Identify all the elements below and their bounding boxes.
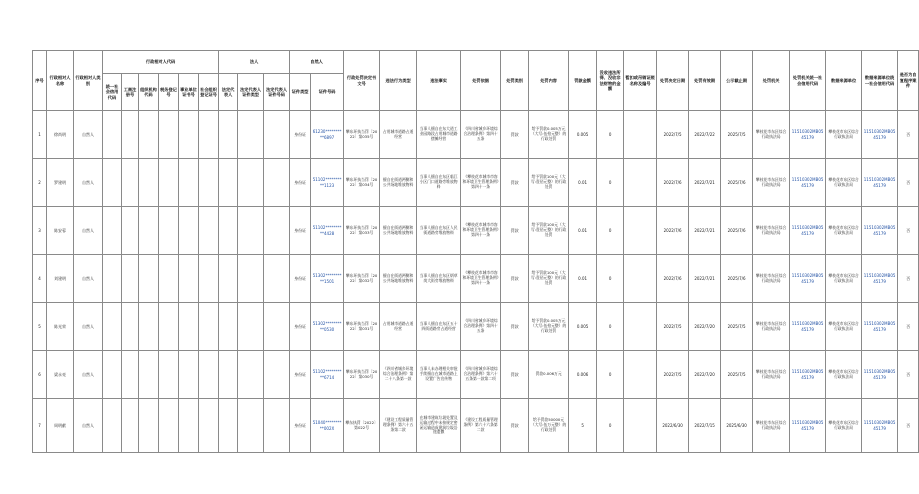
cell-legal-rep — [219, 255, 238, 303]
cell-social-org-cert-no — [199, 159, 219, 207]
cell-violation-facts: 当事人擅自在东区临江小区门口道路旁堆放物料 — [417, 159, 461, 207]
cell-legal-rep-id-no — [264, 399, 290, 453]
cell-institution-cert-no — [179, 303, 199, 351]
cell-business-reg-no — [122, 207, 139, 255]
cell-valid-until: 2022/7/15 — [689, 399, 721, 453]
header-legal-rep: 法定代表人 — [219, 74, 238, 111]
cell-credit-code — [103, 399, 122, 453]
cell-legal-rep-id-type — [238, 351, 264, 399]
cell-suspension — [624, 255, 657, 303]
cell-social-org-cert-no — [199, 351, 219, 399]
cell-penalty-content: 罚款0.006万元 — [529, 351, 569, 399]
cell-basis: 《攀枝花市城市市容和环境卫生管理条例》第四十一条 — [461, 207, 501, 255]
cell-penalty-type: 罚款 — [501, 159, 529, 207]
cell-violation-type: 《四川省城乡环境综合治理条例》第二十八条第一款 — [380, 351, 417, 399]
cell-credit-code — [103, 255, 122, 303]
cell-institution-cert-no — [179, 399, 199, 453]
cell-authority: 攀枝花市东区综合行政执法局 — [753, 303, 790, 351]
cell-penalty-content: 给予罚款0.005万元（大写:伍拾元整）的行政处罚 — [529, 111, 569, 159]
cell-party-category: 自然人 — [74, 303, 103, 351]
cell-confiscated: 0 — [597, 255, 624, 303]
cell-publicity-end: 2025/7/6 — [721, 207, 753, 255]
cell-publicity-end: 2025/7/5 — [721, 111, 753, 159]
cell-violation-type: 擅自在街道两侧和公共场地堆放物料 — [380, 207, 417, 255]
cell-publicity-end: 2025/7/5 — [721, 351, 753, 399]
cell-party-category: 自然人 — [74, 351, 103, 399]
cell-publicity-end: 2025/7/5 — [721, 303, 753, 351]
cell-party-name: 徐尚明 — [47, 111, 74, 159]
cell-seq: 4 — [33, 255, 47, 303]
cell-party-name: 陈安蓉 — [47, 207, 74, 255]
cell-id-no: 61230**********6897 — [311, 111, 344, 159]
cell-legal-rep-id-no — [264, 255, 290, 303]
header-decision-no: 行政处罚决定书文号 — [344, 51, 380, 111]
cell-data-source: 攀枝花市东区综合行政执法局 — [826, 351, 862, 399]
cell-org-code — [139, 399, 159, 453]
cell-valid-until: 2022/7/21 — [689, 207, 721, 255]
header-seq: 序号 — [33, 51, 47, 111]
header-source-code: 数据来源单位统一社会信用代码 — [862, 51, 898, 111]
cell-suspension — [624, 111, 657, 159]
cell-confiscated: 0 — [597, 111, 624, 159]
cell-confiscated: 0 — [597, 399, 624, 453]
penalty-table-container — [32, 50, 917, 453]
cell-legal-rep — [219, 303, 238, 351]
cell-credit-code — [103, 111, 122, 159]
table-row — [33, 303, 919, 351]
cell-source-code: 11510302MB0545179 — [862, 255, 898, 303]
cell-party-name: 刘建明 — [47, 255, 74, 303]
cell-institution-cert-no — [179, 159, 199, 207]
cell-credit-code — [103, 303, 122, 351]
cell-decision-no: 攀东环执当罚〔2022〕第030号 — [344, 351, 380, 399]
cell-penalty-type: 罚款 — [501, 207, 529, 255]
cell-id-no: 51102**********1123 — [311, 159, 344, 207]
header-violation-type: 违法行为类型 — [380, 51, 417, 111]
header-id-type: 证件类型 — [290, 74, 311, 111]
cell-suspension — [624, 159, 657, 207]
cell-legal-rep-id-no — [264, 351, 290, 399]
cell-business-reg-no — [122, 255, 139, 303]
cell-tax-reg-no — [159, 399, 179, 453]
cell-seq: 6 — [33, 351, 47, 399]
header-authority-code: 处罚机关统一社会信用代码 — [790, 51, 826, 111]
cell-fine: 0.006 — [569, 351, 597, 399]
cell-decision-no: 攀东环执当罚〔2022〕第033号 — [344, 207, 380, 255]
cell-violation-type: 《建设工程质量管理条例》第六十五条第二款 — [380, 399, 417, 453]
cell-fine: 0.005 — [569, 303, 597, 351]
cell-org-code — [139, 303, 159, 351]
cell-party-name: 罗建明 — [47, 159, 74, 207]
cell-case-flag: 否 — [898, 111, 919, 159]
cell-party-name: 陈光荣 — [47, 303, 74, 351]
cell-fine: 0.01 — [569, 159, 597, 207]
header-legal-rep-id-type: 法定代表人证件类型 — [238, 74, 264, 111]
cell-legal-rep — [219, 111, 238, 159]
cell-violation-facts: 当事人擅自在东区五十四街道路旁占道经营 — [417, 303, 461, 351]
cell-tax-reg-no — [159, 351, 179, 399]
cell-authority: 攀枝花市东区综合行政执法局 — [753, 255, 790, 303]
cell-basis: 《四川省城乡环境综合治理条例》第六十五条第一款第二项 — [461, 351, 501, 399]
cell-id-no: 51040**********002X — [311, 399, 344, 453]
cell-seq: 5 — [33, 303, 47, 351]
table-body — [33, 111, 919, 453]
cell-institution-cert-no — [179, 351, 199, 399]
cell-party-category: 自然人 — [74, 207, 103, 255]
cell-id-type: 身份证 — [290, 111, 311, 159]
cell-penalty-content: 给予罚款50000元（大写:伍万元整）的行政处罚 — [529, 399, 569, 453]
cell-basis: 《建设工程质量管理条例》第六十六条第二款 — [461, 399, 501, 453]
cell-violation-facts: 在城市建筑垃圾处置及运输过程中未按规定密闭运输造成建筑垃圾沿途遗撒 — [417, 399, 461, 453]
cell-data-source: 攀枝花市东区综合行政执法局 — [826, 255, 862, 303]
cell-business-reg-no — [122, 159, 139, 207]
cell-id-type: 身份证 — [290, 303, 311, 351]
cell-source-code: 11510302MB0545179 — [862, 399, 898, 453]
cell-authority-code: 11510302MB0545179 — [790, 399, 826, 453]
cell-legal-rep-id-type — [238, 159, 264, 207]
header-institution-cert-no: 事业单位证书号 — [179, 74, 199, 111]
cell-penalty-type: 罚款 — [501, 399, 529, 453]
header-valid-until: 处罚有效期 — [689, 51, 721, 111]
cell-violation-facts: 当事人擅自在东区炳草岗大街旁堆放物料 — [417, 255, 461, 303]
cell-data-source: 攀枝花市东区综合行政执法局 — [826, 111, 862, 159]
cell-tax-reg-no — [159, 207, 179, 255]
cell-suspension — [624, 303, 657, 351]
cell-id-type: 身份证 — [290, 399, 311, 453]
cell-authority: 攀枝花市东区综合行政执法局 — [753, 159, 790, 207]
cell-legal-rep — [219, 399, 238, 453]
cell-case-flag: 否 — [898, 159, 919, 207]
cell-social-org-cert-no — [199, 111, 219, 159]
cell-org-code — [139, 159, 159, 207]
cell-id-type: 身份证 — [290, 351, 311, 399]
cell-publicity-end: 2025/7/6 — [721, 255, 753, 303]
cell-penalty-type: 罚款 — [501, 255, 529, 303]
header-basis: 处罚依据 — [461, 51, 501, 111]
cell-authority-code: 11510302MB0545179 — [790, 255, 826, 303]
table-row — [33, 351, 919, 399]
header-penalty-type: 处罚类别 — [501, 51, 529, 111]
cell-org-code — [139, 207, 159, 255]
cell-decision-no: 攀东环执当罚〔2022〕第034号 — [344, 159, 380, 207]
cell-id-type: 身份证 — [290, 255, 311, 303]
cell-data-source: 攀枝花市东区综合行政执法局 — [826, 159, 862, 207]
cell-legal-rep — [219, 159, 238, 207]
table-row — [33, 159, 919, 207]
cell-basis: 《四川省城乡环境综合治理条例》第四十五条 — [461, 111, 501, 159]
cell-id-type: 身份证 — [290, 159, 311, 207]
header-decision-date: 处罚决定日期 — [657, 51, 689, 111]
cell-violation-facts: 当事人未办理相关审批手续擅自在城市道路上设置广告宣传物 — [417, 351, 461, 399]
header-natural-person-group: 自然人 — [290, 51, 344, 74]
header-confiscated: 没收违法所得、没收非法财物的金额 — [597, 51, 624, 111]
header-credit-code: 统一社会信用代码 — [103, 74, 122, 111]
cell-legal-rep-id-type — [238, 207, 264, 255]
cell-penalty-type: 罚款 — [501, 111, 529, 159]
cell-source-code: 11510302MB0545179 — [862, 351, 898, 399]
cell-data-source: 攀枝花市东区综合行政执法局 — [826, 207, 862, 255]
cell-id-no: 51302**********0530 — [311, 303, 344, 351]
cell-authority: 攀枝花市东区综合行政执法局 — [753, 111, 790, 159]
cell-credit-code — [103, 351, 122, 399]
cell-decision-no: 攀东执罚〔2022〕第022号 — [344, 399, 380, 453]
cell-tax-reg-no — [159, 303, 179, 351]
cell-legal-rep-id-no — [264, 303, 290, 351]
cell-authority-code: 11510302MB0545179 — [790, 159, 826, 207]
table-row — [33, 399, 919, 453]
cell-business-reg-no — [122, 303, 139, 351]
cell-violation-facts: 当事人擅自在东区人民街道路旁堆放物料 — [417, 207, 461, 255]
cell-valid-until: 2022/7/20 — [689, 303, 721, 351]
cell-social-org-cert-no — [199, 399, 219, 453]
table-row — [33, 255, 919, 303]
cell-org-code — [139, 255, 159, 303]
cell-penalty-type: 罚款 — [501, 303, 529, 351]
cell-org-code — [139, 111, 159, 159]
cell-decision-no: 攀东环执当罚〔2022〕第035号 — [344, 111, 380, 159]
cell-credit-code — [103, 207, 122, 255]
cell-party-name: 梁永亮 — [47, 351, 74, 399]
header-authority: 处罚机关 — [753, 51, 790, 111]
cell-confiscated: 0 — [597, 303, 624, 351]
cell-institution-cert-no — [179, 111, 199, 159]
cell-case-flag: 否 — [898, 303, 919, 351]
cell-org-code — [139, 351, 159, 399]
cell-decision-date: 2022/7/6 — [657, 255, 689, 303]
cell-decision-date: 2022/7/5 — [657, 111, 689, 159]
cell-case-flag: 否 — [898, 207, 919, 255]
cell-seq: 3 — [33, 207, 47, 255]
cell-source-code: 11510302MB0545179 — [862, 159, 898, 207]
cell-authority-code: 11510302MB0545179 — [790, 351, 826, 399]
cell-party-name: 周明献 — [47, 399, 74, 453]
cell-penalty-content: 给予罚款100元（大写:壹佰元整）的行政处罚 — [529, 159, 569, 207]
table-row — [33, 207, 919, 255]
cell-violation-type: 占用城市道路占道经营 — [380, 303, 417, 351]
cell-authority-code: 11510302MB0545179 — [790, 303, 826, 351]
cell-decision-date: 2022/7/6 — [657, 207, 689, 255]
cell-party-category: 自然人 — [74, 111, 103, 159]
cell-credit-code — [103, 159, 122, 207]
cell-id-no: 51102**********4428 — [311, 207, 344, 255]
cell-legal-rep-id-type — [238, 303, 264, 351]
cell-decision-date: 2022/7/6 — [657, 159, 689, 207]
cell-penalty-content: 给予罚款100元（大写:壹佰元整）的行政处罚 — [529, 207, 569, 255]
cell-party-category: 自然人 — [74, 255, 103, 303]
header-business-reg-no: 工商注册号 — [122, 74, 139, 111]
cell-confiscated: 0 — [597, 207, 624, 255]
cell-legal-rep-id-no — [264, 207, 290, 255]
cell-business-reg-no — [122, 351, 139, 399]
cell-seq: 2 — [33, 159, 47, 207]
cell-decision-date: 2022/7/5 — [657, 303, 689, 351]
cell-case-flag: 否 — [898, 399, 919, 453]
cell-valid-until: 2022/7/22 — [689, 111, 721, 159]
cell-valid-until: 2022/7/20 — [689, 351, 721, 399]
header-fine: 罚款金额 — [569, 51, 597, 111]
cell-confiscated: 0 — [597, 159, 624, 207]
header-id-no: 证件号码 — [311, 74, 344, 111]
cell-social-org-cert-no — [199, 303, 219, 351]
cell-authority: 攀枝花市东区综合行政执法局 — [753, 399, 790, 453]
cell-authority: 攀枝花市东区综合行政执法局 — [753, 351, 790, 399]
cell-legal-rep-id-no — [264, 159, 290, 207]
cell-id-no: 51302**********1501 — [311, 255, 344, 303]
cell-penalty-content: 给予罚款0.005万元（大写:伍拾元整）的行政处罚 — [529, 303, 569, 351]
cell-id-type: 身份证 — [290, 207, 311, 255]
cell-penalty-type: 罚款 — [501, 351, 529, 399]
cell-decision-no: 攀东环执当罚〔2022〕第032号 — [344, 255, 380, 303]
cell-tax-reg-no — [159, 255, 179, 303]
cell-source-code: 11510302MB0545179 — [862, 207, 898, 255]
cell-decision-date: 2022/7/5 — [657, 351, 689, 399]
cell-business-reg-no — [122, 399, 139, 453]
header-violation-facts: 违法事实 — [417, 51, 461, 111]
cell-publicity-end: 2025/6/30 — [721, 399, 753, 453]
header-legal-rep-group: 法人 — [219, 51, 290, 74]
cell-fine: 0.005 — [569, 111, 597, 159]
cell-publicity-end: 2025/7/6 — [721, 159, 753, 207]
cell-suspension — [624, 207, 657, 255]
cell-case-flag: 否 — [898, 351, 919, 399]
header-suspension: 暂扣或吊销证照名称及编号 — [624, 51, 657, 111]
cell-basis: 《攀枝花市城市市容和环境卫生管理条例》第四十一条 — [461, 255, 501, 303]
cell-seq: 1 — [33, 111, 47, 159]
cell-party-category: 自然人 — [74, 399, 103, 453]
cell-violation-type: 占用城市道路占道经营 — [380, 111, 417, 159]
cell-violation-type: 擅自在街道两侧和公共场地堆放物料 — [380, 159, 417, 207]
cell-violation-type: 擅自在街道两侧和公共场地堆放物料 — [380, 255, 417, 303]
cell-legal-rep-id-type — [238, 255, 264, 303]
cell-source-code: 11510302MB0545179 — [862, 303, 898, 351]
cell-authority-code: 11510302MB0545179 — [790, 111, 826, 159]
header-case-flag: 是否为自复程序案件 — [898, 51, 919, 111]
header-party-name: 行政相对人名称 — [47, 51, 74, 111]
cell-violation-facts: 当事人擅自在东大道工业园路段占用城市道路摆摊经营 — [417, 111, 461, 159]
cell-suspension — [624, 399, 657, 453]
header-publicity-end: 公示截止期 — [721, 51, 753, 111]
cell-decision-date: 2022/6/30 — [657, 399, 689, 453]
cell-business-reg-no — [122, 111, 139, 159]
cell-suspension — [624, 351, 657, 399]
cell-legal-rep-id-type — [238, 399, 264, 453]
cell-fine: 0.01 — [569, 207, 597, 255]
header-data-source: 数据来源单位 — [826, 51, 862, 111]
cell-tax-reg-no — [159, 159, 179, 207]
cell-institution-cert-no — [179, 207, 199, 255]
cell-seq: 7 — [33, 399, 47, 453]
cell-legal-rep-id-no — [264, 111, 290, 159]
cell-authority-code: 11510302MB0545179 — [790, 207, 826, 255]
cell-basis: 《攀枝花市城市市容和环境卫生管理条例》第四十一条 — [461, 159, 501, 207]
cell-id-no: 51102**********6714 — [311, 351, 344, 399]
cell-social-org-cert-no — [199, 207, 219, 255]
header-social-org-cert-no: 社会组织登记证号 — [199, 74, 219, 111]
cell-legal-rep — [219, 207, 238, 255]
cell-source-code: 11510302MB0545179 — [862, 111, 898, 159]
cell-tax-reg-no — [159, 111, 179, 159]
cell-basis: 《四川省城乡环境综合治理条例》第四十五条 — [461, 303, 501, 351]
cell-fine: 5 — [569, 399, 597, 453]
cell-social-org-cert-no — [199, 255, 219, 303]
cell-valid-until: 2022/7/21 — [689, 159, 721, 207]
cell-fine: 0.01 — [569, 255, 597, 303]
cell-authority: 攀枝花市东区综合行政执法局 — [753, 207, 790, 255]
penalty-table — [32, 50, 919, 453]
cell-party-category: 自然人 — [74, 159, 103, 207]
header-tax-reg-no: 税务登记号 — [159, 74, 179, 111]
header-org-code: 组织机构代码 — [139, 74, 159, 111]
cell-valid-until: 2022/7/21 — [689, 255, 721, 303]
header-legal-rep-id-no: 法定代表人证件号码 — [264, 74, 290, 111]
cell-decision-no: 攀东环执当罚〔2022〕第031号 — [344, 303, 380, 351]
cell-legal-rep-id-type — [238, 111, 264, 159]
cell-institution-cert-no — [179, 255, 199, 303]
table-row — [33, 111, 919, 159]
cell-case-flag: 否 — [898, 255, 919, 303]
cell-legal-rep — [219, 351, 238, 399]
cell-confiscated: 0 — [597, 351, 624, 399]
cell-data-source: 攀枝花市东区综合行政执法局 — [826, 303, 862, 351]
header-party-category: 行政相对人类别 — [74, 51, 103, 111]
header-legal-codes-group: 行政相对人代码 — [103, 51, 219, 74]
cell-data-source: 攀枝花市东区综合行政执法局 — [826, 399, 862, 453]
cell-penalty-content: 给予罚款100元（大写:壹佰元整）的行政处罚 — [529, 255, 569, 303]
header-penalty-content: 处罚内容 — [529, 51, 569, 111]
